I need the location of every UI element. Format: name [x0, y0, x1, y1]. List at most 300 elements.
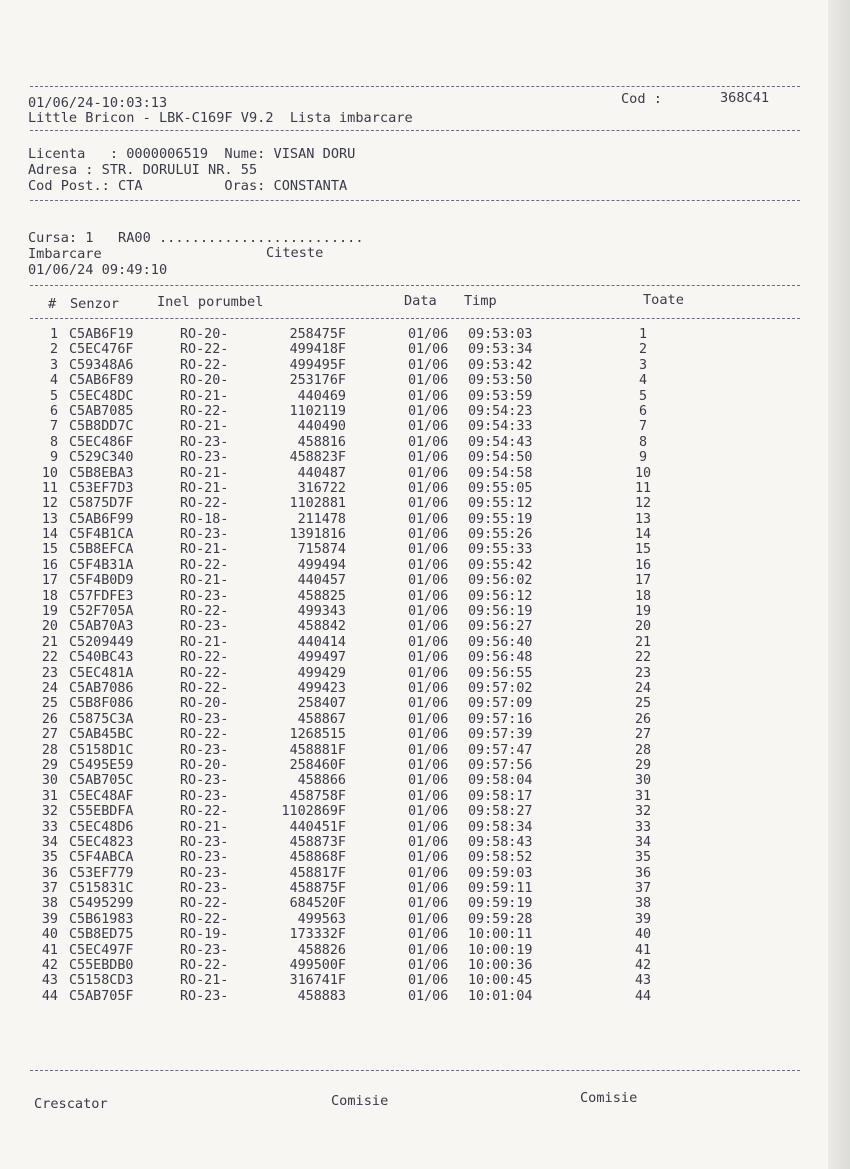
table-row — [30, 650, 770, 665]
row-number: 30 — [41, 773, 58, 789]
header-timp: Timp — [464, 293, 497, 309]
row-toate: 37 — [634, 881, 652, 897]
row-time: 09:55:26 — [468, 527, 533, 543]
row-senzor: C5EC481A — [69, 665, 134, 681]
table-row — [30, 558, 770, 573]
row-senzor: C53EF779 — [69, 865, 134, 881]
row-ring-number: 499494 — [297, 557, 346, 573]
paper-edge — [828, 0, 850, 1169]
row-senzor: C5B8EFCA — [69, 542, 134, 558]
row-date: 01/06 — [408, 327, 449, 342]
table-row — [30, 527, 770, 542]
row-number: 9 — [49, 450, 58, 466]
row-ring-number: 258460F — [289, 757, 346, 773]
row-senzor: C5AB6F99 — [69, 511, 134, 527]
row-date: 01/06 — [408, 542, 449, 558]
row-senzor: C52F705A — [69, 604, 134, 620]
row-ring-number: 458817F — [289, 865, 346, 881]
row-number: 11 — [41, 480, 58, 496]
row-time: 09:54:43 — [468, 434, 533, 450]
table-row — [30, 727, 770, 742]
row-toate: 19 — [634, 604, 652, 620]
row-date: 01/06 — [408, 634, 449, 650]
row-senzor: C5EC48AF — [69, 788, 134, 804]
row-ring-number: 173332F — [289, 927, 346, 943]
row-ring-prefix: RO-21- — [180, 573, 229, 589]
row-number: 14 — [41, 527, 58, 543]
row-number: 27 — [41, 727, 58, 743]
divider — [30, 1070, 800, 1071]
row-senzor: C5AB7085 — [69, 403, 134, 419]
row-senzor: C5875D7F — [69, 496, 134, 512]
row-senzor: C5158CD3 — [69, 973, 134, 989]
row-senzor: C5B8ED75 — [69, 927, 134, 943]
row-ring-number: 458873F — [289, 834, 346, 850]
row-number: 21 — [41, 634, 58, 650]
row-ring-number: 684520F — [289, 896, 346, 912]
row-ring-prefix: RO-21- — [180, 419, 229, 435]
table-row — [30, 912, 770, 927]
row-senzor: C5495299 — [69, 896, 134, 912]
row-ring-prefix: RO-23- — [180, 988, 229, 1004]
row-ring-number: 499423 — [297, 680, 346, 696]
row-toate: 23 — [634, 665, 652, 681]
row-senzor: C5AB7086 — [69, 680, 134, 696]
table-row — [30, 666, 770, 681]
row-ring-prefix: RO-23- — [180, 850, 229, 866]
row-senzor: C5AB705C — [69, 773, 134, 789]
row-number: 17 — [41, 573, 58, 589]
divider — [30, 318, 800, 319]
row-date: 01/06 — [408, 865, 449, 881]
row-toate: 18 — [634, 588, 652, 604]
row-ring-number: 458842 — [297, 619, 346, 635]
row-ring-number: 458881F — [289, 742, 346, 758]
row-time: 09:53:34 — [468, 342, 533, 358]
header-data: Data — [404, 293, 437, 309]
row-date: 01/06 — [408, 850, 449, 866]
row-time: 09:55:19 — [468, 511, 533, 527]
row-ring-number: 715874 — [297, 542, 346, 558]
row-number: 16 — [41, 557, 58, 573]
row-senzor: C55EBDFA — [69, 804, 134, 820]
row-ring-prefix: RO-23- — [180, 742, 229, 758]
row-toate: 20 — [634, 619, 652, 635]
crescator-signature-label: Crescator — [34, 1096, 108, 1112]
row-date: 01/06 — [408, 927, 449, 943]
table-row — [30, 758, 770, 773]
row-ring-number: 211478 — [297, 511, 346, 527]
row-ring-prefix: RO-22- — [180, 958, 229, 974]
row-time: 09:59:28 — [468, 911, 533, 927]
table-row — [30, 512, 770, 527]
row-ring-number: 258407 — [297, 696, 346, 712]
row-number: 4 — [49, 373, 58, 389]
row-date: 01/06 — [408, 727, 449, 743]
header-inel: Inel porumbel — [157, 294, 264, 310]
row-date: 01/06 — [408, 511, 449, 527]
row-time: 09:58:52 — [468, 850, 533, 866]
row-time: 09:59:03 — [468, 865, 533, 881]
row-date: 01/06 — [408, 819, 449, 835]
row-ring-number: 316741F — [289, 973, 346, 989]
row-ring-prefix: RO-21- — [180, 973, 229, 989]
row-ring-prefix: RO-23- — [180, 588, 229, 604]
imbarcare-datetime: 01/06/24 09:49:10 — [28, 262, 168, 278]
row-senzor: C5158D1C — [69, 742, 134, 758]
row-toate: 6 — [638, 403, 648, 419]
row-toate: 39 — [634, 911, 652, 927]
row-ring-prefix: RO-22- — [180, 911, 229, 927]
row-number: 13 — [41, 511, 58, 527]
row-senzor: C529C340 — [69, 450, 134, 466]
row-toate: 33 — [634, 819, 652, 835]
row-ring-prefix: RO-21- — [180, 819, 229, 835]
row-number: 24 — [41, 680, 58, 696]
row-time: 09:55:33 — [468, 542, 533, 558]
row-ring-number: 440451F — [289, 819, 346, 835]
row-time: 09:58:34 — [468, 819, 533, 835]
table-row — [30, 943, 770, 958]
row-date: 01/06 — [408, 342, 449, 358]
row-ring-prefix: RO-20- — [180, 696, 229, 712]
row-ring-prefix: RO-22- — [180, 496, 229, 512]
row-toate: 28 — [634, 742, 652, 758]
row-ring-number: 499429 — [297, 665, 346, 681]
row-toate: 36 — [634, 865, 652, 881]
row-senzor: C5F4B31A — [69, 557, 134, 573]
table-row — [30, 589, 770, 604]
row-senzor: C5209449 — [69, 634, 134, 650]
row-number: 37 — [41, 881, 58, 897]
row-senzor: C53EF7D3 — [69, 480, 134, 496]
row-number: 38 — [41, 896, 58, 912]
row-ring-prefix: RO-22- — [180, 557, 229, 573]
row-date: 01/06 — [408, 665, 449, 681]
row-ring-prefix: RO-23- — [180, 942, 229, 958]
row-toate: 22 — [634, 650, 652, 666]
table-row — [30, 866, 770, 881]
row-ring-number: 316722 — [297, 480, 346, 496]
row-number: 32 — [41, 804, 58, 820]
row-time: 09:58:43 — [468, 834, 533, 850]
row-toate: 16 — [634, 557, 652, 573]
row-ring-prefix: RO-22- — [180, 896, 229, 912]
row-date: 01/06 — [408, 896, 449, 912]
row-ring-prefix: RO-23- — [180, 788, 229, 804]
table-row — [30, 896, 770, 911]
row-ring-prefix: RO-20- — [180, 757, 229, 773]
row-ring-prefix: RO-22- — [180, 727, 229, 743]
table-row — [30, 496, 770, 511]
table-row — [30, 466, 770, 481]
row-toate: 4 — [638, 373, 648, 389]
row-date: 01/06 — [408, 434, 449, 450]
row-ring-number: 458866 — [297, 773, 346, 789]
row-time: 09:57:02 — [468, 680, 533, 696]
row-senzor: C57FDFE3 — [69, 588, 134, 604]
row-toate: 10 — [634, 465, 652, 481]
row-ring-number: 458883 — [297, 988, 346, 1004]
row-toate: 41 — [634, 942, 652, 958]
row-time: 09:55:42 — [468, 557, 533, 573]
row-senzor: C5EC497F — [69, 942, 134, 958]
table-row — [30, 696, 770, 711]
row-time: 09:56:48 — [468, 650, 533, 666]
row-ring-prefix: RO-22- — [180, 665, 229, 681]
row-date: 01/06 — [408, 388, 449, 404]
row-date: 01/06 — [408, 527, 449, 543]
row-number: 33 — [41, 819, 58, 835]
comisie-signature-label-2: Comisie — [580, 1090, 638, 1106]
row-toate: 35 — [634, 850, 652, 866]
row-number: 1 — [49, 327, 58, 342]
row-senzor: C540BC43 — [69, 650, 134, 666]
divider — [30, 86, 800, 87]
row-toate: 2 — [638, 342, 648, 358]
row-number: 25 — [41, 696, 58, 712]
row-toate: 24 — [634, 680, 652, 696]
row-senzor: C5495E59 — [69, 757, 134, 773]
row-time: 09:54:50 — [468, 450, 533, 466]
row-ring-number: 458823F — [289, 450, 346, 466]
row-ring-number: 1102881 — [289, 496, 346, 512]
row-senzor: C5F4ABCA — [69, 850, 134, 866]
row-date: 01/06 — [408, 465, 449, 481]
divider — [30, 200, 800, 201]
row-ring-number: 499495F — [289, 357, 346, 373]
row-time: 09:56:27 — [468, 619, 533, 635]
row-toate: 34 — [634, 834, 652, 850]
row-ring-number: 499500F — [289, 958, 346, 974]
row-date: 01/06 — [408, 958, 449, 974]
row-senzor: C5875C3A — [69, 711, 134, 727]
row-senzor: C5B61983 — [69, 911, 134, 927]
row-ring-number: 458826 — [297, 942, 346, 958]
row-toate: 38 — [634, 896, 652, 912]
cursa-line: Cursa: 1 RA00 ......................... — [28, 230, 364, 246]
row-senzor: C5EC48D6 — [69, 819, 134, 835]
row-ring-number: 440457 — [297, 573, 346, 589]
row-time: 09:58:04 — [468, 773, 533, 789]
row-number: 44 — [41, 988, 58, 1004]
row-toate: 32 — [634, 804, 652, 820]
row-number: 10 — [41, 465, 58, 481]
row-ring-number: 458875F — [289, 881, 346, 897]
row-ring-number: 440490 — [297, 419, 346, 435]
row-toate: 9 — [638, 450, 648, 466]
table-row — [30, 850, 770, 865]
row-ring-prefix: RO-20- — [180, 373, 229, 389]
document-title: Little Bricon - LBK-C169F V9.2 Lista imbarcare — [28, 110, 413, 126]
row-time: 09:54:23 — [468, 403, 533, 419]
row-time: 10:00:36 — [468, 958, 533, 974]
row-ring-number: 458867 — [297, 711, 346, 727]
row-date: 01/06 — [408, 373, 449, 389]
print-datetime: 01/06/24-10:03:13 — [28, 95, 168, 111]
row-ring-prefix: RO-21- — [180, 465, 229, 481]
row-time: 09:59:11 — [468, 881, 533, 897]
row-ring-number: 458816 — [297, 434, 346, 450]
row-number: 23 — [41, 665, 58, 681]
row-time: 09:58:27 — [468, 804, 533, 820]
row-ring-number: 499497 — [297, 650, 346, 666]
row-number: 12 — [41, 496, 58, 512]
row-time: 09:56:40 — [468, 634, 533, 650]
row-number: 15 — [41, 542, 58, 558]
row-number: 18 — [41, 588, 58, 604]
cod-post-line: Cod Post.: CTA Oras: CONSTANTA — [28, 178, 348, 194]
row-number: 41 — [41, 942, 58, 958]
row-toate: 43 — [634, 973, 652, 989]
row-number: 2 — [49, 342, 58, 358]
row-ring-number: 1268515 — [289, 727, 346, 743]
row-senzor: C5AB45BC — [69, 727, 134, 743]
row-date: 01/06 — [408, 942, 449, 958]
row-senzor: C55EBDB0 — [69, 958, 134, 974]
row-date: 01/06 — [408, 711, 449, 727]
adresa-line: Adresa : STR. DORULUI NR. 55 — [28, 162, 258, 178]
table-row — [30, 573, 770, 588]
row-number: 36 — [41, 865, 58, 881]
row-date: 01/06 — [408, 988, 449, 1004]
row-date: 01/06 — [408, 788, 449, 804]
row-toate: 14 — [634, 527, 652, 543]
row-date: 01/06 — [408, 588, 449, 604]
row-ring-prefix: RO-21- — [180, 634, 229, 650]
table-row — [30, 542, 770, 557]
row-time: 09:54:58 — [468, 465, 533, 481]
row-number: 35 — [41, 850, 58, 866]
row-number: 28 — [41, 742, 58, 758]
table-row — [30, 604, 770, 619]
header-num: # — [48, 296, 57, 312]
row-ring-prefix: RO-23- — [180, 834, 229, 850]
row-date: 01/06 — [408, 650, 449, 666]
row-ring-prefix: RO-23- — [180, 450, 229, 466]
row-number: 29 — [41, 757, 58, 773]
header-toate: Toate — [643, 292, 684, 308]
row-senzor: C5EC4823 — [69, 834, 134, 850]
row-time: 10:01:04 — [468, 988, 533, 1004]
row-ring-prefix: RO-19- — [180, 927, 229, 943]
row-toate: 30 — [634, 773, 652, 789]
row-time: 09:55:05 — [468, 480, 533, 496]
row-date: 01/06 — [408, 773, 449, 789]
comisie-signature-label: Comisie — [331, 1093, 389, 1109]
row-toate: 7 — [638, 419, 648, 435]
row-date: 01/06 — [408, 557, 449, 573]
row-time: 09:53:50 — [468, 373, 533, 389]
row-ring-prefix: RO-21- — [180, 480, 229, 496]
row-time: 09:53:03 — [468, 327, 533, 342]
row-number: 20 — [41, 619, 58, 635]
cod-label: Cod : — [621, 91, 662, 107]
row-toate: 31 — [634, 788, 652, 804]
row-time: 09:56:12 — [468, 588, 533, 604]
row-number: 26 — [41, 711, 58, 727]
row-ring-prefix: RO-22- — [180, 342, 229, 358]
row-ring-number: 499343 — [297, 604, 346, 620]
row-time: 10:00:45 — [468, 973, 533, 989]
row-time: 09:57:16 — [468, 711, 533, 727]
table-row — [30, 773, 770, 788]
row-ring-prefix: RO-23- — [180, 773, 229, 789]
row-ring-prefix: RO-23- — [180, 434, 229, 450]
row-number: 22 — [41, 650, 58, 666]
licenta-line: Licenta : 0000006519 Nume: VISAN DORU — [28, 146, 356, 162]
row-time: 09:57:09 — [468, 696, 533, 712]
row-date: 01/06 — [408, 742, 449, 758]
table-row — [30, 481, 770, 496]
row-senzor: C5EC48DC — [69, 388, 134, 404]
table-row — [30, 342, 770, 357]
row-date: 01/06 — [408, 911, 449, 927]
row-senzor: C5F4B0D9 — [69, 573, 134, 589]
row-ring-number: 1102869F — [281, 804, 346, 820]
row-number: 5 — [49, 388, 58, 404]
row-date: 01/06 — [408, 680, 449, 696]
row-time: 09:59:19 — [468, 896, 533, 912]
row-date: 01/06 — [408, 804, 449, 820]
row-date: 01/06 — [408, 450, 449, 466]
row-toate: 42 — [634, 958, 652, 974]
row-time: 09:54:33 — [468, 419, 533, 435]
row-ring-prefix: RO-23- — [180, 865, 229, 881]
row-ring-number: 440487 — [297, 465, 346, 481]
table-row — [30, 712, 770, 727]
row-date: 01/06 — [408, 357, 449, 373]
row-senzor: C5EC486F — [69, 434, 134, 450]
table-row — [30, 358, 770, 373]
row-ring-prefix: RO-22- — [180, 804, 229, 820]
imbarcare-label: Imbarcare — [28, 246, 102, 262]
row-toate: 12 — [634, 496, 652, 512]
row-time: 10:00:11 — [468, 927, 533, 943]
row-date: 01/06 — [408, 696, 449, 712]
row-time: 10:00:19 — [468, 942, 533, 958]
row-time: 09:56:19 — [468, 604, 533, 620]
row-ring-number: 458825 — [297, 588, 346, 604]
table-row — [30, 804, 770, 819]
row-ring-number: 458758F — [289, 788, 346, 804]
row-ring-prefix: RO-21- — [180, 388, 229, 404]
row-ring-prefix: RO-23- — [180, 619, 229, 635]
row-ring-prefix: RO-22- — [180, 357, 229, 373]
row-date: 01/06 — [408, 604, 449, 620]
row-date: 01/06 — [408, 619, 449, 635]
row-date: 01/06 — [408, 480, 449, 496]
row-number: 3 — [49, 357, 58, 373]
table-row — [30, 989, 770, 1004]
table-row — [30, 373, 770, 388]
row-toate: 13 — [634, 511, 652, 527]
row-senzor: C5F4B1CA — [69, 527, 134, 543]
row-date: 01/06 — [408, 403, 449, 419]
row-ring-prefix: RO-22- — [180, 604, 229, 620]
row-ring-prefix: RO-22- — [180, 680, 229, 696]
row-toate: 25 — [634, 696, 652, 712]
row-number: 39 — [41, 911, 58, 927]
row-number: 31 — [41, 788, 58, 804]
row-toate: 21 — [634, 634, 652, 650]
row-senzor: C5AB6F19 — [69, 327, 134, 342]
row-senzor: C59348A6 — [69, 357, 134, 373]
row-toate: 5 — [638, 388, 648, 404]
row-number: 19 — [41, 604, 58, 620]
row-number: 43 — [41, 973, 58, 989]
table-row — [30, 419, 770, 434]
